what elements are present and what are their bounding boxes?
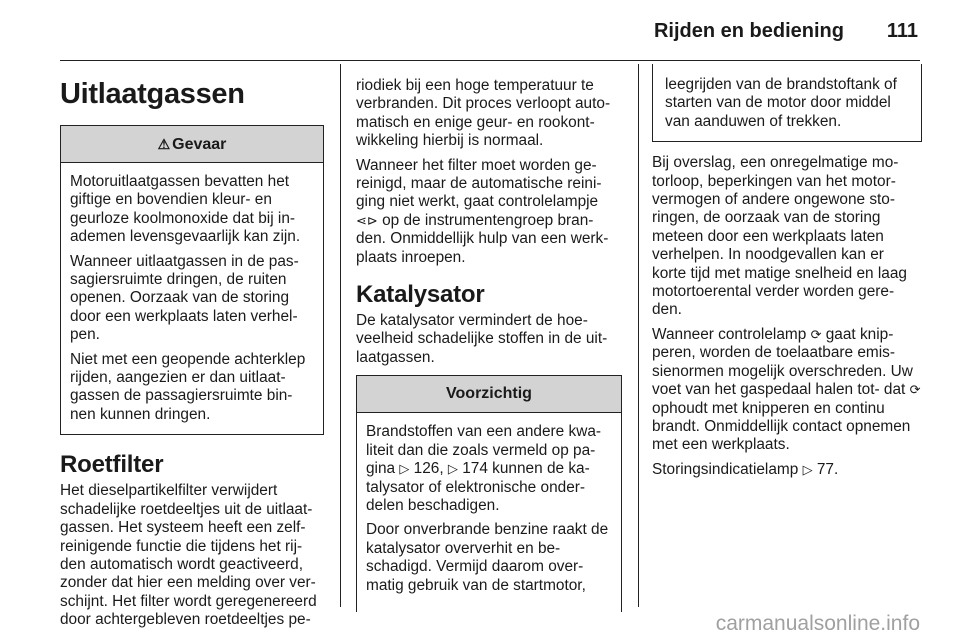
katalysator-text: De katalysator vermindert de hoe- veelheid schadelijke stoffen in de uit- laatgassen.: [356, 312, 608, 366]
column-3: [652, 64, 922, 485]
danger-box: [60, 125, 324, 435]
page-reference-icon: ▷: [802, 461, 813, 477]
warning-triangle-icon: ⚠: [157, 136, 171, 152]
danger-paragraph: Niet met een geopende achterklep rijden, aangezien er dan uitlaat- gassen de passagiersruimte bin- nen kunnen dringen.: [70, 350, 306, 423]
section-title: Uitlaatgassen: [60, 78, 245, 110]
header-rule: [60, 60, 920, 61]
danger-paragraph: Wanneer uitlaatgassen in de pas- sagiersruimte dringen, de ruiten openen. Oorzaak van de storing door een werkplaats laten verhel- pen.: [70, 252, 299, 344]
page-reference-icon: ▷: [447, 461, 458, 477]
body-paragraph: Bij overslag, een onregelmatige mo- torloop, beperkingen van het motor- vermogen of andere ongewone sto- ringen, de oorzaak van de storing meteen door een werkplaats laten verhelpen. In noodgevallen kan er korte tijd met matige snelheid en laag motortoerental verder worden gere- den.: [652, 154, 907, 319]
column-divider: [340, 64, 341, 607]
body-paragraph: Storingsindicatielamp ▷ 77.: [652, 460, 839, 478]
caution-box-continued: [652, 64, 922, 142]
body-paragraph: Wanneer controlelamp ⟳ gaat knip- peren, worden de toelaatbare emis- sienormen mogelijk overschreden. Uw voet van het gaspedaal halen tot- dat ⟳ ophoudt met knipperen en continu brandt. Onmiddellijk contact opnemen met een werkplaats.: [652, 325, 921, 454]
body-paragraph: Wanneer het filter moet worden ge- reinigd, maar de automatische reini- ging niet werkt, gaat controlelampje ⋖⊳ op de instrumentengroep bran- den. Onmiddellijk hulp van een werk- plaats inroepen.: [356, 156, 609, 266]
danger-heading: Gevaar: [172, 136, 227, 153]
roetfilter-text: Het dieselpartikelfilter verwijdert schadelijke roetdeeltjes uit de uitlaat- gassen. Het systeem heeft een zelf- reinigende functie die tijdens het rij- den automatisch wordt geactiveerd, zonder dat hier een melding over ver- schijnt. Het filter wordt geregenereerd door achtergebleven roetdeeltjes pe-: [60, 482, 317, 629]
roetfilter-heading: Roetfilter: [60, 451, 164, 479]
body-paragraph: riodiek bij een hoge temperatuur te verbranden. Dit proces verloopt auto- matisch en enige geur- en rookont- wikkeling hierbij is normaal.: [356, 77, 611, 150]
page-header: [0, 0, 960, 62]
caution-box-body: [357, 413, 621, 605]
caution-paragraph: Door onverbrande benzine raakt de katalysator oververhit en be- schadigd. Vermijd daarom over- matig gebruik van de startmotor,: [366, 521, 609, 594]
danger-paragraph: Motoruitlaatgassen bevatten het giftige en bovendien kleur- en geurloze koolmonoxide dat bij in- ademen levensgevaarlijk kan zijn.: [70, 173, 301, 246]
column-divider: [638, 64, 639, 607]
danger-box-header: [61, 126, 323, 163]
caution-paragraph: Brandstoffen van een andere kwa- liteit dan die zoals vermeld op pa- gina ▷ 126, ▷ 174 kunnen de ka- talysator of elektronische onder- delen beschadigen.: [366, 423, 602, 514]
particle-filter-lamp-icon: ⋖⊳: [356, 212, 378, 228]
page-reference-icon: ▷: [399, 461, 410, 477]
page-number: 111: [886, 20, 918, 42]
watermark: carmanualsonline.info: [715, 612, 920, 635]
caution-box: [356, 375, 622, 612]
engine-check-lamp-icon: ⟳: [810, 326, 822, 342]
chapter-title: Rijden en bediening: [653, 20, 844, 42]
engine-check-lamp-icon: ⟳: [909, 382, 921, 398]
column-2: [356, 64, 622, 612]
caution-box-header: Voorzichtig: [357, 376, 621, 413]
column-1: [60, 64, 324, 636]
caution-paragraph: leegrijden van de brandstoftank of starten van de motor door middel van aanduwen of trekken.: [665, 76, 897, 130]
danger-box-body: [61, 163, 323, 434]
katalysator-heading: Katalysator: [356, 281, 485, 309]
